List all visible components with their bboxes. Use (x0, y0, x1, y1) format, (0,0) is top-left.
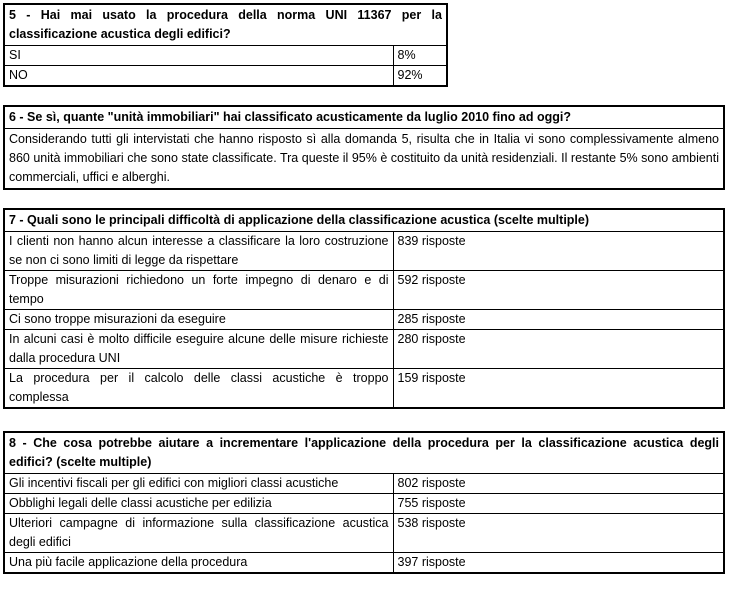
answer-value: 92% (393, 66, 447, 87)
answer-value: 397 risposte (393, 553, 724, 574)
answer-label: Obblighi legali delle classi acustiche per edilizia (4, 494, 393, 514)
answer-value: 8% (393, 46, 447, 66)
question-8-title: 8 - Che cosa potrebbe aiutare a incrementare l'applicazione della procedura per la classificazione acustica degli edifici? (scelte multiple) (4, 432, 724, 474)
question-7-table (3, 208, 725, 409)
answer-value: 280 risposte (393, 330, 724, 369)
table-row (4, 66, 447, 87)
answer-label: I clienti non hanno alcun interesse a classificare la loro costruzione se non ci sono limiti di legge da rispettare (4, 232, 393, 271)
question-7-title: 7 - Quali sono le principali difficoltà di applicazione della classificazione acustica (scelte multiple) (4, 209, 724, 232)
answer-label: NO (4, 66, 393, 87)
question-6-title: 6 - Se sì, quante "unità immobiliari" hai classificato acusticamente da luglio 2010 fino ad oggi? (4, 106, 724, 129)
table-row (4, 310, 724, 330)
table-row (4, 232, 724, 271)
table-row (4, 474, 724, 494)
answer-label: Troppe misurazioni richiedono un forte impegno di denaro e di tempo (4, 271, 393, 310)
table-header-row (4, 106, 724, 129)
table-row (4, 494, 724, 514)
answer-value: 839 risposte (393, 232, 724, 271)
answer-label: Gli incentivi fiscali per gli edifici con migliori classi acustiche (4, 474, 393, 494)
table-row (4, 553, 724, 574)
answer-value: 802 risposte (393, 474, 724, 494)
question-5-table (3, 3, 448, 87)
answer-value: 538 risposte (393, 514, 724, 553)
answer-value: 592 risposte (393, 271, 724, 310)
table-row (4, 514, 724, 553)
answer-label: Ci sono troppe misurazioni da eseguire (4, 310, 393, 330)
table-row (4, 330, 724, 369)
answer-label: La procedura per il calcolo delle classi acustiche è troppo complessa (4, 369, 393, 409)
answer-label: In alcuni casi è molto difficile eseguire alcune delle misure richieste dalla procedura UNI (4, 330, 393, 369)
answer-label: Una più facile applicazione della procedura (4, 553, 393, 574)
table-row (4, 46, 447, 66)
table-row (4, 369, 724, 409)
question-5-title: 5 - Hai mai usato la procedura della norma UNI 11367 per la classificazione acustica degli edifici? (4, 4, 447, 46)
question-8-table (3, 431, 725, 574)
table-header-row (4, 432, 724, 474)
table-header-row (4, 4, 447, 46)
answer-value: 159 risposte (393, 369, 724, 409)
question-6-table (3, 105, 725, 190)
answer-value: 285 risposte (393, 310, 724, 330)
table-row (4, 271, 724, 310)
question-6-answer-text: Considerando tutti gli intervistati che hanno risposto sì alla domanda 5, risulta che in Italia vi sono complessivamente almeno 860 unità immobiliari che sono state classificate. Tra queste il 95% è costituito da unità residenziali. Il restante 5% sono ambienti commerciali, uffici e alberghi. (4, 129, 724, 190)
answer-label: Ulteriori campagne di informazione sulla classificazione acustica degli edifici (4, 514, 393, 553)
answer-value: 755 risposte (393, 494, 724, 514)
table-header-row (4, 209, 724, 232)
answer-label: SI (4, 46, 393, 66)
table-row (4, 129, 724, 190)
